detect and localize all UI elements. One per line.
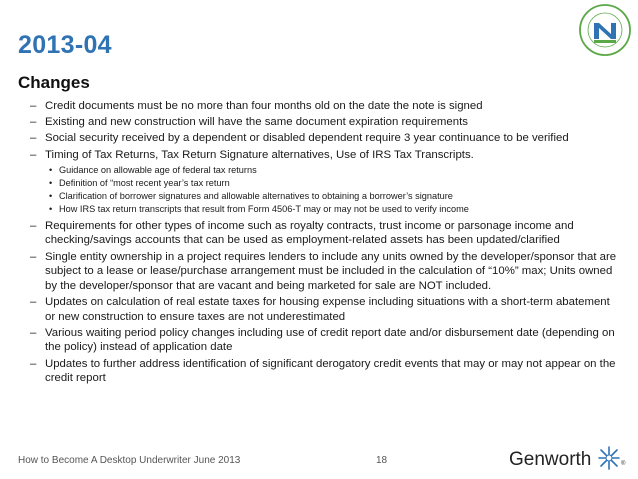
change-list bbox=[30, 99, 620, 387]
dash-bullet-icon: – bbox=[30, 295, 37, 308]
dash-bullet-icon: – bbox=[30, 132, 37, 145]
genworth-logo-mark-icon bbox=[598, 445, 620, 471]
section-heading: Changes bbox=[18, 73, 90, 92]
list-item bbox=[30, 148, 620, 216]
bullet-icon: • bbox=[49, 190, 53, 201]
list-item-text: Various waiting period policy changes including use of credit report date and/or disbursement date (depending on the policy) instead of application date bbox=[45, 326, 615, 354]
dash-bullet-icon: – bbox=[30, 116, 37, 129]
dash-bullet-icon: – bbox=[30, 148, 37, 161]
dash-bullet-icon: – bbox=[30, 326, 37, 339]
page-number: 18 bbox=[376, 455, 388, 466]
preferred-partner-badge bbox=[578, 3, 632, 57]
list-item-text: Timing of Tax Returns, Tax Return Signature alternatives, Use of IRS Tax Transcripts. bbox=[45, 148, 474, 161]
sub-list-item bbox=[49, 203, 620, 216]
bullet-icon: • bbox=[49, 178, 53, 189]
bullet-icon: • bbox=[49, 165, 53, 176]
sub-list bbox=[49, 164, 620, 216]
sub-list-item-text: Clarification of borrower signatures and allowable alternatives to obtaining a borrower’s signature bbox=[59, 190, 453, 201]
sub-list-item-text: How IRS tax return transcripts that result from Form 4506-T may or may not be used to verify income bbox=[59, 203, 469, 214]
sub-list-item bbox=[49, 164, 620, 177]
bullet-icon: • bbox=[49, 203, 53, 214]
list-item bbox=[30, 99, 620, 114]
list-item bbox=[30, 131, 620, 146]
list-item bbox=[30, 357, 620, 386]
sub-list-item-text: Guidance on allowable age of federal tax returns bbox=[59, 165, 257, 176]
dash-bullet-icon: – bbox=[30, 357, 37, 370]
list-item-text: Updates to further address identification of significant derogatory credit events that may or may not appear on the credit report bbox=[45, 357, 616, 385]
footer-text: How to Become A Desktop Underwriter June 2013 bbox=[18, 455, 241, 466]
sub-list-item-text: Definition of “most recent year’s tax return bbox=[59, 178, 230, 189]
slide-title: 2013-04 bbox=[18, 31, 112, 59]
list-item-text: Requirements for other types of income such as royalty contracts, trust income or parsonage income and checking/savings accounts that can be used as employment-related assets has been updated/clarified bbox=[45, 219, 574, 247]
dash-bullet-icon: – bbox=[30, 100, 37, 112]
list-item-text: Single entity ownership in a project requires lenders to include any units owned by the developer/sponsor that are subject to a lease or lease/purchase arrangement must be included in the calculation of “10%” max; Units owned by the developer/sponsor that are vacant and being marketed for sale are NOT included. bbox=[45, 250, 617, 292]
list-item-text: Social security received by a dependent or disabled dependent require 3 year continuance to be verified bbox=[45, 132, 569, 145]
list-item bbox=[30, 219, 620, 248]
sub-list-item bbox=[49, 190, 620, 203]
list-item bbox=[30, 115, 620, 130]
dash-bullet-icon: – bbox=[30, 250, 37, 263]
list-item-text: Credit documents must be no more than four months old on the date the note is signed bbox=[45, 100, 483, 112]
list-item-text: Updates on calculation of real estate taxes for housing expense including situations with a short-term abatement or new construction to ensure taxes are not underestimated bbox=[45, 295, 610, 323]
registered-mark: ® bbox=[621, 461, 626, 467]
list-item bbox=[30, 295, 620, 324]
dash-bullet-icon: – bbox=[30, 219, 37, 232]
list-item-text: Existing and new construction will have the same document expiration requirements bbox=[45, 116, 468, 129]
genworth-logo: Genworth bbox=[509, 449, 592, 470]
list-item bbox=[30, 326, 620, 355]
sub-list-item bbox=[49, 177, 620, 190]
list-item bbox=[30, 250, 620, 294]
